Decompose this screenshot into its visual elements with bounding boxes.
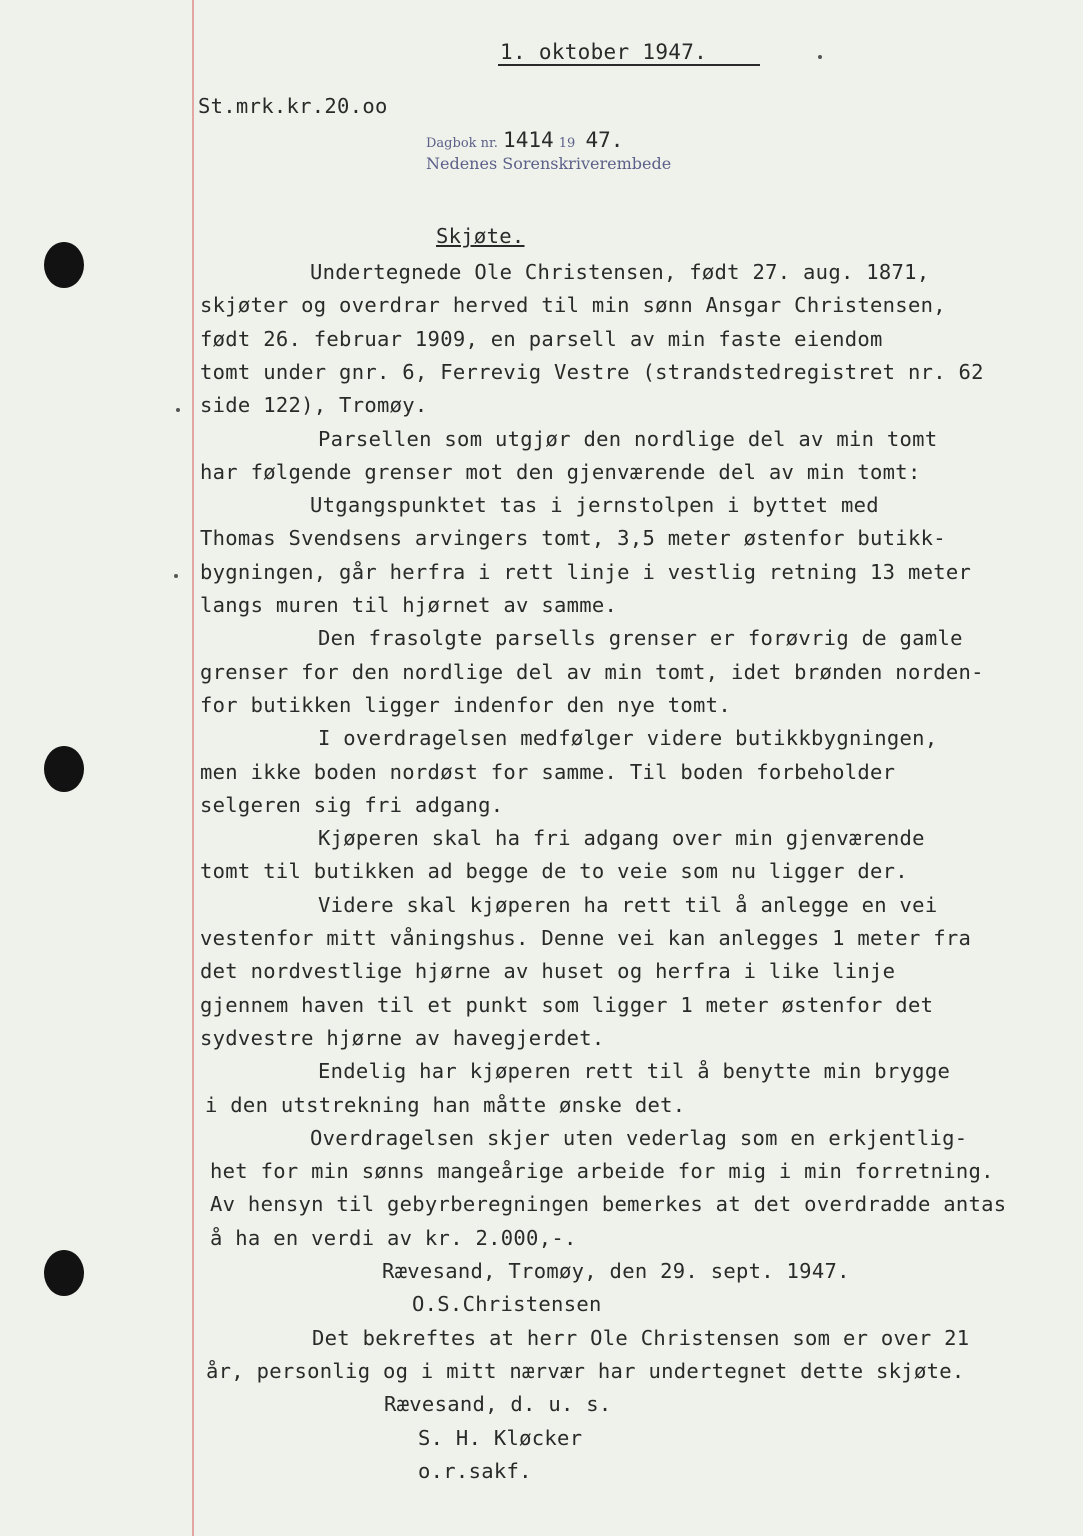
document-line: Det bekreftes at herr Ole Christensen som er over 21 [312, 1325, 970, 1350]
document-date: 1. oktober 1947. [500, 40, 708, 64]
ink-speck [818, 55, 822, 59]
document-line: tomt under gnr. 6, Ferrevig Vestre (strandstedregistret nr. 62 [200, 359, 984, 384]
document-line: det nordvestlige hjørne av huset og herfra i like linje [200, 959, 896, 984]
ink-speck [176, 408, 180, 412]
document-line: Videre skal kjøperen ha rett til å anlegge en vei [318, 892, 938, 917]
dagbok-stamp [426, 128, 623, 152]
punch-hole [44, 242, 84, 288]
document-line: Rævesand, d. u. s. [384, 1392, 612, 1417]
document-line: men ikke boden nordøst for samme. Til boden forbeholder [200, 759, 896, 784]
document-line: for butikken ligger indenfor den nye tomt. [200, 692, 731, 717]
document-line: Undertegnede Ole Christensen, født 27. aug. 1871, [310, 260, 930, 284]
dagbok-label: Dagbok nr. [426, 136, 498, 151]
document-line: Overdragelsen skjer uten vederlag som en erkjentlig- [310, 1125, 968, 1150]
ink-speck [174, 574, 178, 578]
margin-line [192, 0, 194, 1536]
document-title: Skjøte. [436, 224, 525, 248]
document-line: o.r.sakf. [418, 1458, 532, 1483]
punch-hole [44, 1250, 84, 1296]
document-line: sydvestre hjørne av havegjerdet. [200, 1025, 605, 1050]
document-line: Kjøperen skal ha fri adgang over min gjenværende [318, 826, 925, 851]
document-line: skjøter og overdrar herved til min sønn Ansgar Christensen, [200, 293, 946, 318]
document-line: side 122), Tromøy. [200, 393, 428, 418]
document-line: har følgende grenser mot den gjenværende del av min tomt: [200, 459, 921, 484]
document-line: Parsellen som utgjør den nordlige del av min tomt [318, 426, 938, 451]
document-line: Utgangspunktet tas i jernstolpen i byttet med [310, 493, 879, 518]
document-line: i den utstrekning han måtte ønske det. [205, 1092, 686, 1117]
document-line: selgeren sig fri adgang. [200, 792, 504, 817]
stamp-duty: St.mrk.kr.20.oo [198, 94, 388, 118]
date-underline [498, 64, 760, 66]
office-stamp: Nedenes Sorenskriverembede [426, 154, 672, 173]
document-line: født 26. februar 1909, en parsell av min faste eiendom [200, 326, 883, 351]
document-line: tomt til butikken ad begge de to veie som nu ligger der. [200, 859, 908, 884]
document-line: Thomas Svendsens arvingers tomt, 3,5 meter østenfor butikk- [200, 526, 946, 551]
dagbok-number: 1414 [503, 128, 554, 152]
dagbok-year-prefix: 19 [558, 136, 576, 151]
document-line: vestenfor mitt våningshus. Denne vei kan anlegges 1 meter fra [200, 926, 972, 950]
document-line: grenser for den nordlige del av min tomt, idet brønden norden- [200, 659, 984, 684]
document-line: S. H. Kløcker [418, 1425, 583, 1450]
punch-hole [44, 746, 84, 792]
document-line: Av hensyn til gebyrberegningen bemerkes at det overdradde antas [210, 1192, 1007, 1217]
document-line: Rævesand, Tromøy, den 29. sept. 1947. [382, 1259, 850, 1283]
document-line: het for min sønns mangeårige arbeide for mig i min forretning. [210, 1159, 994, 1184]
document-line: Endelig har kjøperen rett til å benytte min brygge [318, 1059, 951, 1084]
document-line: bygningen, går herfra i rett linje i vestlig retning 13 meter [200, 559, 972, 584]
document-line: langs muren til hjørnet av samme. [200, 593, 618, 617]
document-line: O.S.Christensen [412, 1292, 602, 1317]
document-line: I overdragelsen medfølger videre butikkbygningen, [318, 726, 938, 751]
dagbok-year: 47. [585, 128, 624, 152]
document-line: å ha en verdi av kr. 2.000,-. [210, 1225, 577, 1250]
document-line: år, personlig og i mitt nærvær har undertegnet dette skjøte. [206, 1358, 965, 1383]
document-line: Den frasolgte parsells grenser er forøvrig de gamle [318, 626, 963, 651]
document-line: gjennem haven til et punkt som ligger 1 meter østenfor det [200, 992, 934, 1017]
